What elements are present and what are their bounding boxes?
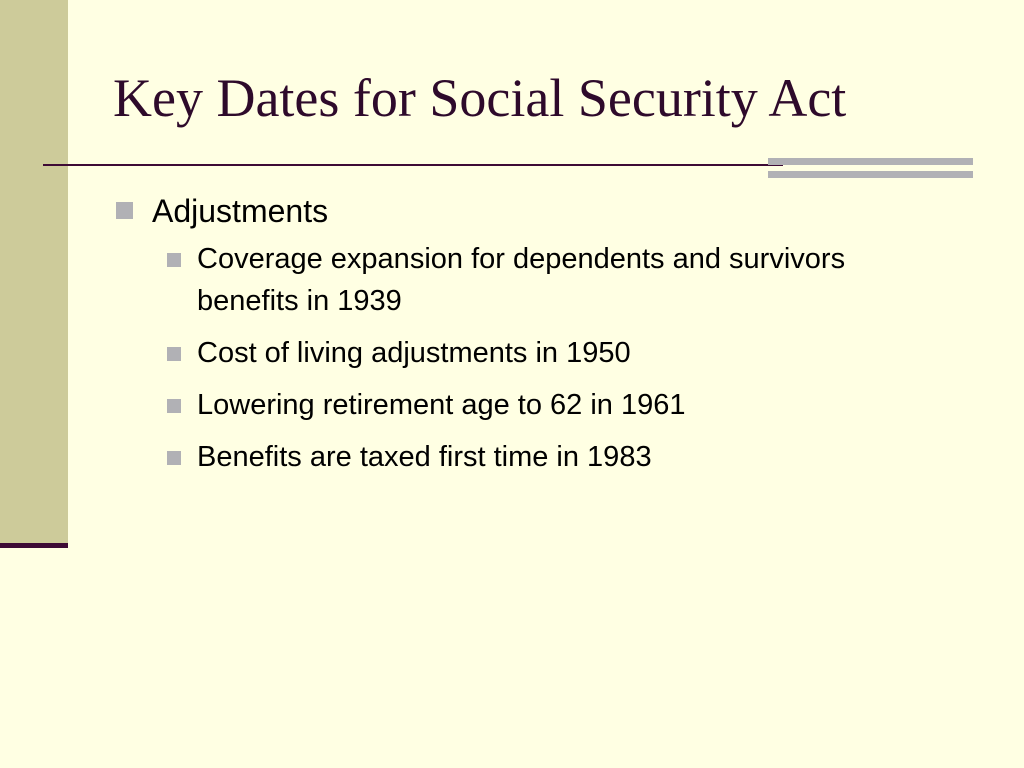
sub-bullet-text: Coverage expansion for dependents and survivors benefits in 1939 <box>197 243 846 317</box>
sub-bullet-list <box>116 238 916 478</box>
bullet-text: Adjustments <box>152 193 329 229</box>
slide-body <box>116 190 916 488</box>
sub-bullet-item <box>116 436 857 478</box>
sub-bullet-item <box>116 384 857 426</box>
left-bar-underline <box>0 543 68 548</box>
sub-bullet-item <box>116 332 857 374</box>
sub-bullet-text: Cost of living adjustments in 1950 <box>197 337 631 369</box>
bullet-item <box>116 190 916 232</box>
square-bullet-icon <box>167 347 181 361</box>
divider-accent-bottom <box>768 171 973 178</box>
square-bullet-icon <box>167 253 181 267</box>
title-divider-line <box>43 164 783 166</box>
sub-bullet-item <box>116 238 857 322</box>
sub-bullet-text: Benefits are taxed first time in 1983 <box>197 441 652 473</box>
square-bullet-icon <box>167 399 181 413</box>
square-bullet-icon <box>167 451 181 465</box>
sub-bullet-text: Lowering retirement age to 62 in 1961 <box>197 389 686 421</box>
left-decorative-bar <box>0 0 68 544</box>
slide-title: Key Dates for Social Security Act <box>113 68 847 128</box>
square-bullet-icon <box>116 202 133 219</box>
divider-accent-top <box>768 158 973 165</box>
